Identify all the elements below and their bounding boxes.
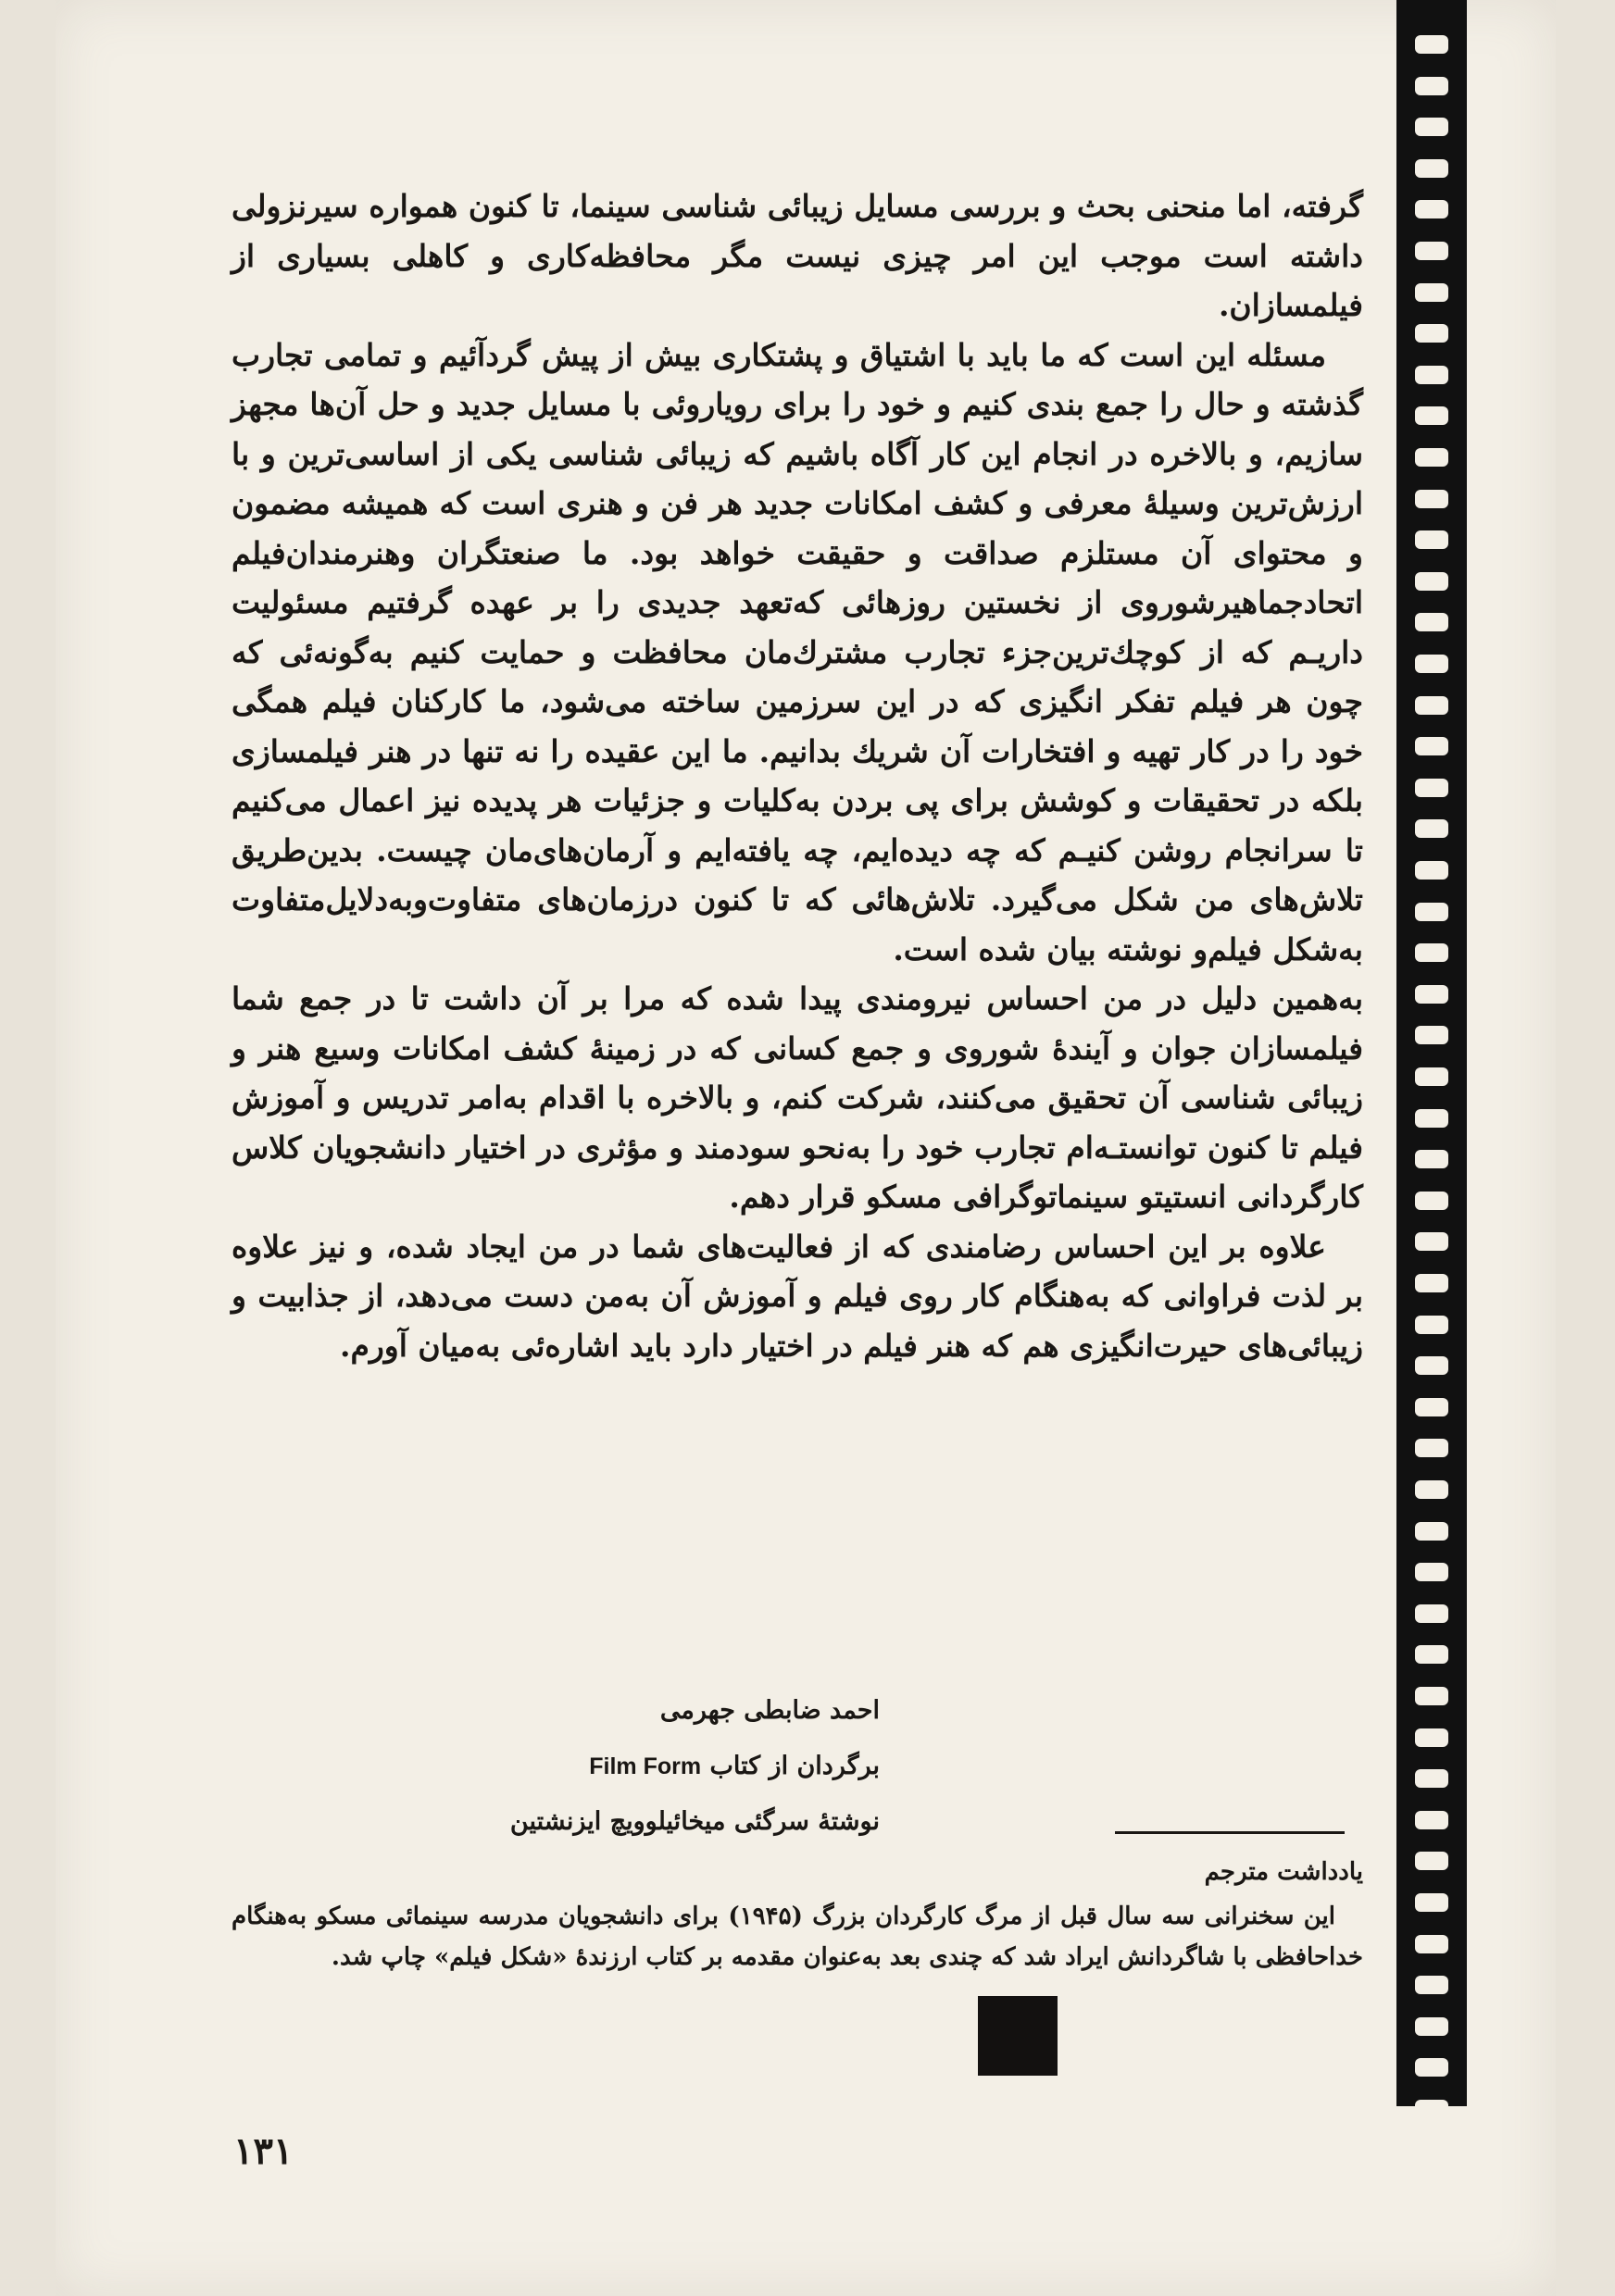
film-sprocket-hole xyxy=(1415,448,1448,467)
film-sprocket-hole xyxy=(1415,530,1448,549)
film-sprocket-hole xyxy=(1415,366,1448,384)
translated-from-line xyxy=(232,1739,880,1794)
film-sprocket-hole xyxy=(1415,1192,1448,1210)
film-sprocket-hole xyxy=(1415,118,1448,136)
film-sprocket-hole xyxy=(1415,1563,1448,1581)
film-sprocket-hole xyxy=(1415,1893,1448,1912)
film-sprocket-hole xyxy=(1415,1316,1448,1334)
film-sprocket-hole xyxy=(1415,1852,1448,1870)
film-sprocket-hole xyxy=(1415,572,1448,591)
author-line: نوشتهٔ سرگئی میخائیلوویچ ایزنشتین xyxy=(509,1807,880,1836)
film-sprocket-hole xyxy=(1415,324,1448,343)
film-sprocket-hole xyxy=(1415,1439,1448,1457)
film-sprocket-hole xyxy=(1415,1109,1448,1128)
film-sprocket-hole xyxy=(1415,1356,1448,1375)
film-sprocket-hole xyxy=(1415,283,1448,302)
film-sprocket-hole xyxy=(1415,903,1448,921)
page-number: ۱۳۱ xyxy=(233,2129,294,2173)
film-sprocket-hole xyxy=(1415,1480,1448,1499)
film-sprocket-hole xyxy=(1415,943,1448,962)
film-sprocket-hole xyxy=(1415,1728,1448,1747)
translator-note-body: این سخنرانی سه سال قبل از مرگ کارگردان بزرگ (۱۹۴۵) برای دانشجویان مدرسه سینمائی مسکو به‌هنگام خداحافظی با شاگردانش ایراد شد که چندی بعد به‌عنوان مقدمه بر کتاب ارزندهٔ «شکل فیلم» چاپ شد. xyxy=(232,1903,1363,1971)
translated-from-label: برگردان از کتاب xyxy=(709,1752,880,1780)
film-sprocket-hole xyxy=(1415,406,1448,425)
book-title: Film Form xyxy=(589,1753,702,1779)
film-sprocket-hole xyxy=(1415,1976,1448,1994)
film-sprocket-hole xyxy=(1415,696,1448,715)
film-sprocket-hole xyxy=(1415,77,1448,95)
film-sprocket-hole xyxy=(1415,2017,1448,2036)
footnote-divider xyxy=(1115,1831,1345,1834)
film-sprocket-hole xyxy=(1415,737,1448,755)
paragraph: علاوه بر این احساس رضامندی که از فعالیت‌های شما در من ایجاد شده، و نیز علاوه بر لذت فراوانی که به‌هنگام کار روی فیلم و آموزش آن به‌من دست می‌دهد، از جذابیت و زیبائی‌های حیرت‌انگیزی هم که هنر فیلم در اختیار دارد باید اشاره‌ئی به‌میان آورم. xyxy=(232,1228,1363,1364)
film-sprocket-hole xyxy=(1415,1398,1448,1416)
paragraph: به‌همین دلیل در من احساس نیرومندی پیدا شده که مرا بر آن داشت تا در جمع شما فیلمسازان جوان و آیندهٔ شوروی و جمع کسانی که در زمینهٔ کشف امکانات وسیع هنر و زیبائی شناسی آن تحقیق می‌کنند، شرکت کنم، و بالاخره با اقدام به‌امر تدریس و آموزش فیلم تا کنون توانستـه‌ام تجارب خود را به‌نحو سودمند و مؤثری در اختیار دانشجویان کلاس کارگردانی انستیتو سینماتوگرافی مسکو قرار دهم. xyxy=(232,980,1363,1215)
film-sprocket-hole xyxy=(1415,613,1448,631)
credits-block xyxy=(232,1683,880,1850)
film-sprocket-hole xyxy=(1415,819,1448,838)
film-sprocket-hole xyxy=(1415,1232,1448,1251)
film-sprocket-hole xyxy=(1415,490,1448,508)
film-sprocket-hole xyxy=(1415,1522,1448,1541)
film-sprocket-hole xyxy=(1415,1604,1448,1623)
film-sprocket-hole xyxy=(1415,1811,1448,1829)
translator-note xyxy=(232,1852,1363,1978)
film-sprocket-hole xyxy=(1415,159,1448,178)
film-strip-decoration xyxy=(1396,0,1467,2106)
film-sprocket-hole xyxy=(1415,1935,1448,1953)
film-sprocket-hole xyxy=(1415,1150,1448,1168)
film-sprocket-hole xyxy=(1415,779,1448,797)
translator-note-title: یادداشت مترجم xyxy=(1204,1858,1363,1886)
paragraph: مسئله این است که ما باید با اشتیاق و پشتکاری بیش از پیش گردآئیم و تمامی تجارب گذشته و حال را جمع بندی کنیم و خود را برای رویاروئی با مسایل جدید و حل آن‌ها مجهز سازیم، و بالاخره در انجام این کار آگاه باشیم که زیبائی شناسی یکی از اساسی‌ترین و با ارزش‌ترین وسیلهٔ معرفی و کشف امکانات جدید هر فن و هنری است که همیشه مضمون و محتوای آن مستلزم صداقت و حقیقت خواهد بود. ما صنعتگران وهنرمندان‌فیلم اتحادجماهیرشوروی از نخستین روزهائی که‌تعهد جدیدی را بر عهده گرفتیم مسئولیت داریـم که از کوچك‌ترین‌جزء تجارب مشترك‌مان محافظت و حمایت کنیم به‌گونه‌ئی که چون هر فیلم تفکر انگیزی که در این سرزمین ساخته می‌شود، ما کارکنان فیلم همگی خود را در کار تهیه و افتخارات آن شریك بدانیم. ما این عقیده را نه تنها در هنر فیلمسازی بلکه در تحقیقات و کوشش برای پی بردن به‌کلیات و جزئیات هر پدیده نیز اعمال می‌کنیم تا سرانجام روشن کنیـم که چه دیده‌ایم، چه یافته‌ایم و آرمان‌های‌مان چیست. بدین‌طریق تلاش‌های من شکل می‌گیرد. تلاش‌هائی که تا کنون درزمان‌های متفاوت‌وبه‌دلایل‌متفاوت به‌شکل فیلم‌و نوشته بیان شده است. xyxy=(232,336,1363,967)
film-sprocket-hole xyxy=(1415,1645,1448,1664)
film-sprocket-hole xyxy=(1415,2100,1448,2118)
film-sprocket-hole xyxy=(1415,655,1448,673)
film-sprocket-hole xyxy=(1415,1026,1448,1044)
film-sprocket-hole xyxy=(1415,1687,1448,1705)
film-sprocket-hole xyxy=(1415,200,1448,218)
end-mark-square xyxy=(978,1996,1058,2076)
paragraph: گرفته، اما منحنی بحث و بررسی مسایل زیبائی شناسی سینما، تا کنون همواره سیرنزولی داشته است موجب این امر چیزی نیست مگر محافظه‌کاری و کاهلی بسیاری از فیلمسازان. xyxy=(232,188,1363,323)
film-sprocket-hole xyxy=(1415,1274,1448,1292)
film-sprocket-hole xyxy=(1415,1769,1448,1788)
film-sprocket-hole xyxy=(1415,35,1448,54)
film-sprocket-hole xyxy=(1415,2058,1448,2077)
film-sprocket-hole xyxy=(1415,985,1448,1004)
film-sprocket-hole xyxy=(1415,861,1448,880)
main-body-text xyxy=(232,181,1363,1370)
film-sprocket-hole xyxy=(1415,242,1448,260)
translator-name: احمد ضابطی جهرمی xyxy=(659,1696,880,1725)
film-sprocket-hole xyxy=(1415,1067,1448,1086)
